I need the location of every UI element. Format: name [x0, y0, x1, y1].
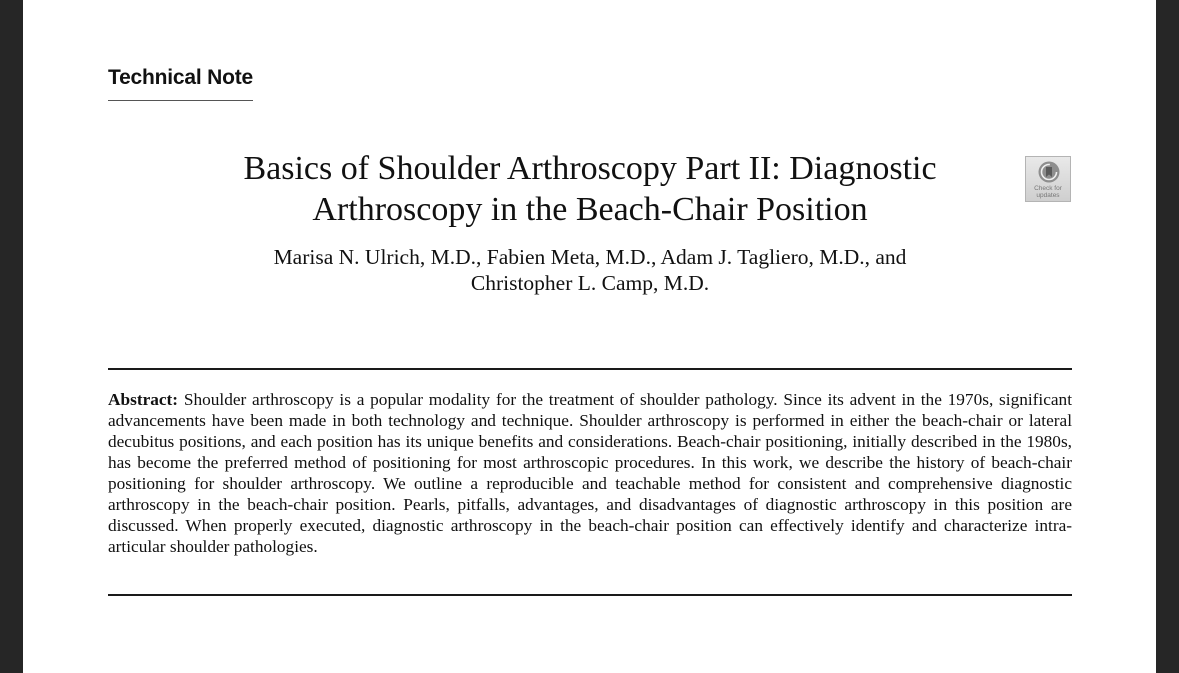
bookmark-refresh-icon — [1037, 160, 1061, 184]
abstract-text: Shoulder arthroscopy is a popular modality for the treatment of shoulder pathology. Since its advent in the 1970s, significant advancements have been made in both technology and technique. Shoulder arthroscopy is performed in either the beach-chair or lateral decubitus positions, and each position has its unique benefits and considerations. Beach-chair positioning, initially described in the 1980s, has become the preferred method of positioning for most arthroscopic procedures. In this work, we describe the history of beach-chair positioning for shoulder arthroscopy. We outline a reproducible and teachable method for consistent and comprehensive diagnostic arthroscopy in the beach-chair position. Pearls, pitfalls, advantages, and disadvantages of diagnostic arthroscopy in this position are discussed. When properly executed, diagnostic arthroscopy in the beach-chair position can effectively identify and characterize intra-articular shoulder pathologies. — [108, 390, 1072, 556]
abstract — [108, 389, 1072, 557]
abstract-bottom-rule — [108, 594, 1072, 596]
document-page — [23, 0, 1156, 673]
abstract-label: Abstract: — [108, 390, 179, 409]
author-list-line-2: Christopher L. Camp, M.D. — [470, 271, 710, 295]
author-list — [140, 244, 1040, 296]
check-for-updates-button[interactable] — [1025, 156, 1071, 202]
article-title — [140, 148, 1040, 230]
section-label: Technical Note — [108, 66, 253, 101]
check-for-updates-line-2: updates — [1036, 192, 1060, 199]
abstract-top-rule — [108, 368, 1072, 370]
check-for-updates-label — [1026, 185, 1070, 199]
check-for-updates-line-1: Check for — [1034, 185, 1062, 192]
article-title-line-2: Arthroscopy in the Beach-Chair Position — [312, 191, 868, 228]
author-list-line-1: Marisa N. Ulrich, M.D., Fabien Meta, M.D., Adam J. Tagliero, M.D., and — [273, 245, 907, 269]
article-title-line-1: Basics of Shoulder Arthroscopy Part II: Diagnostic — [243, 150, 937, 187]
